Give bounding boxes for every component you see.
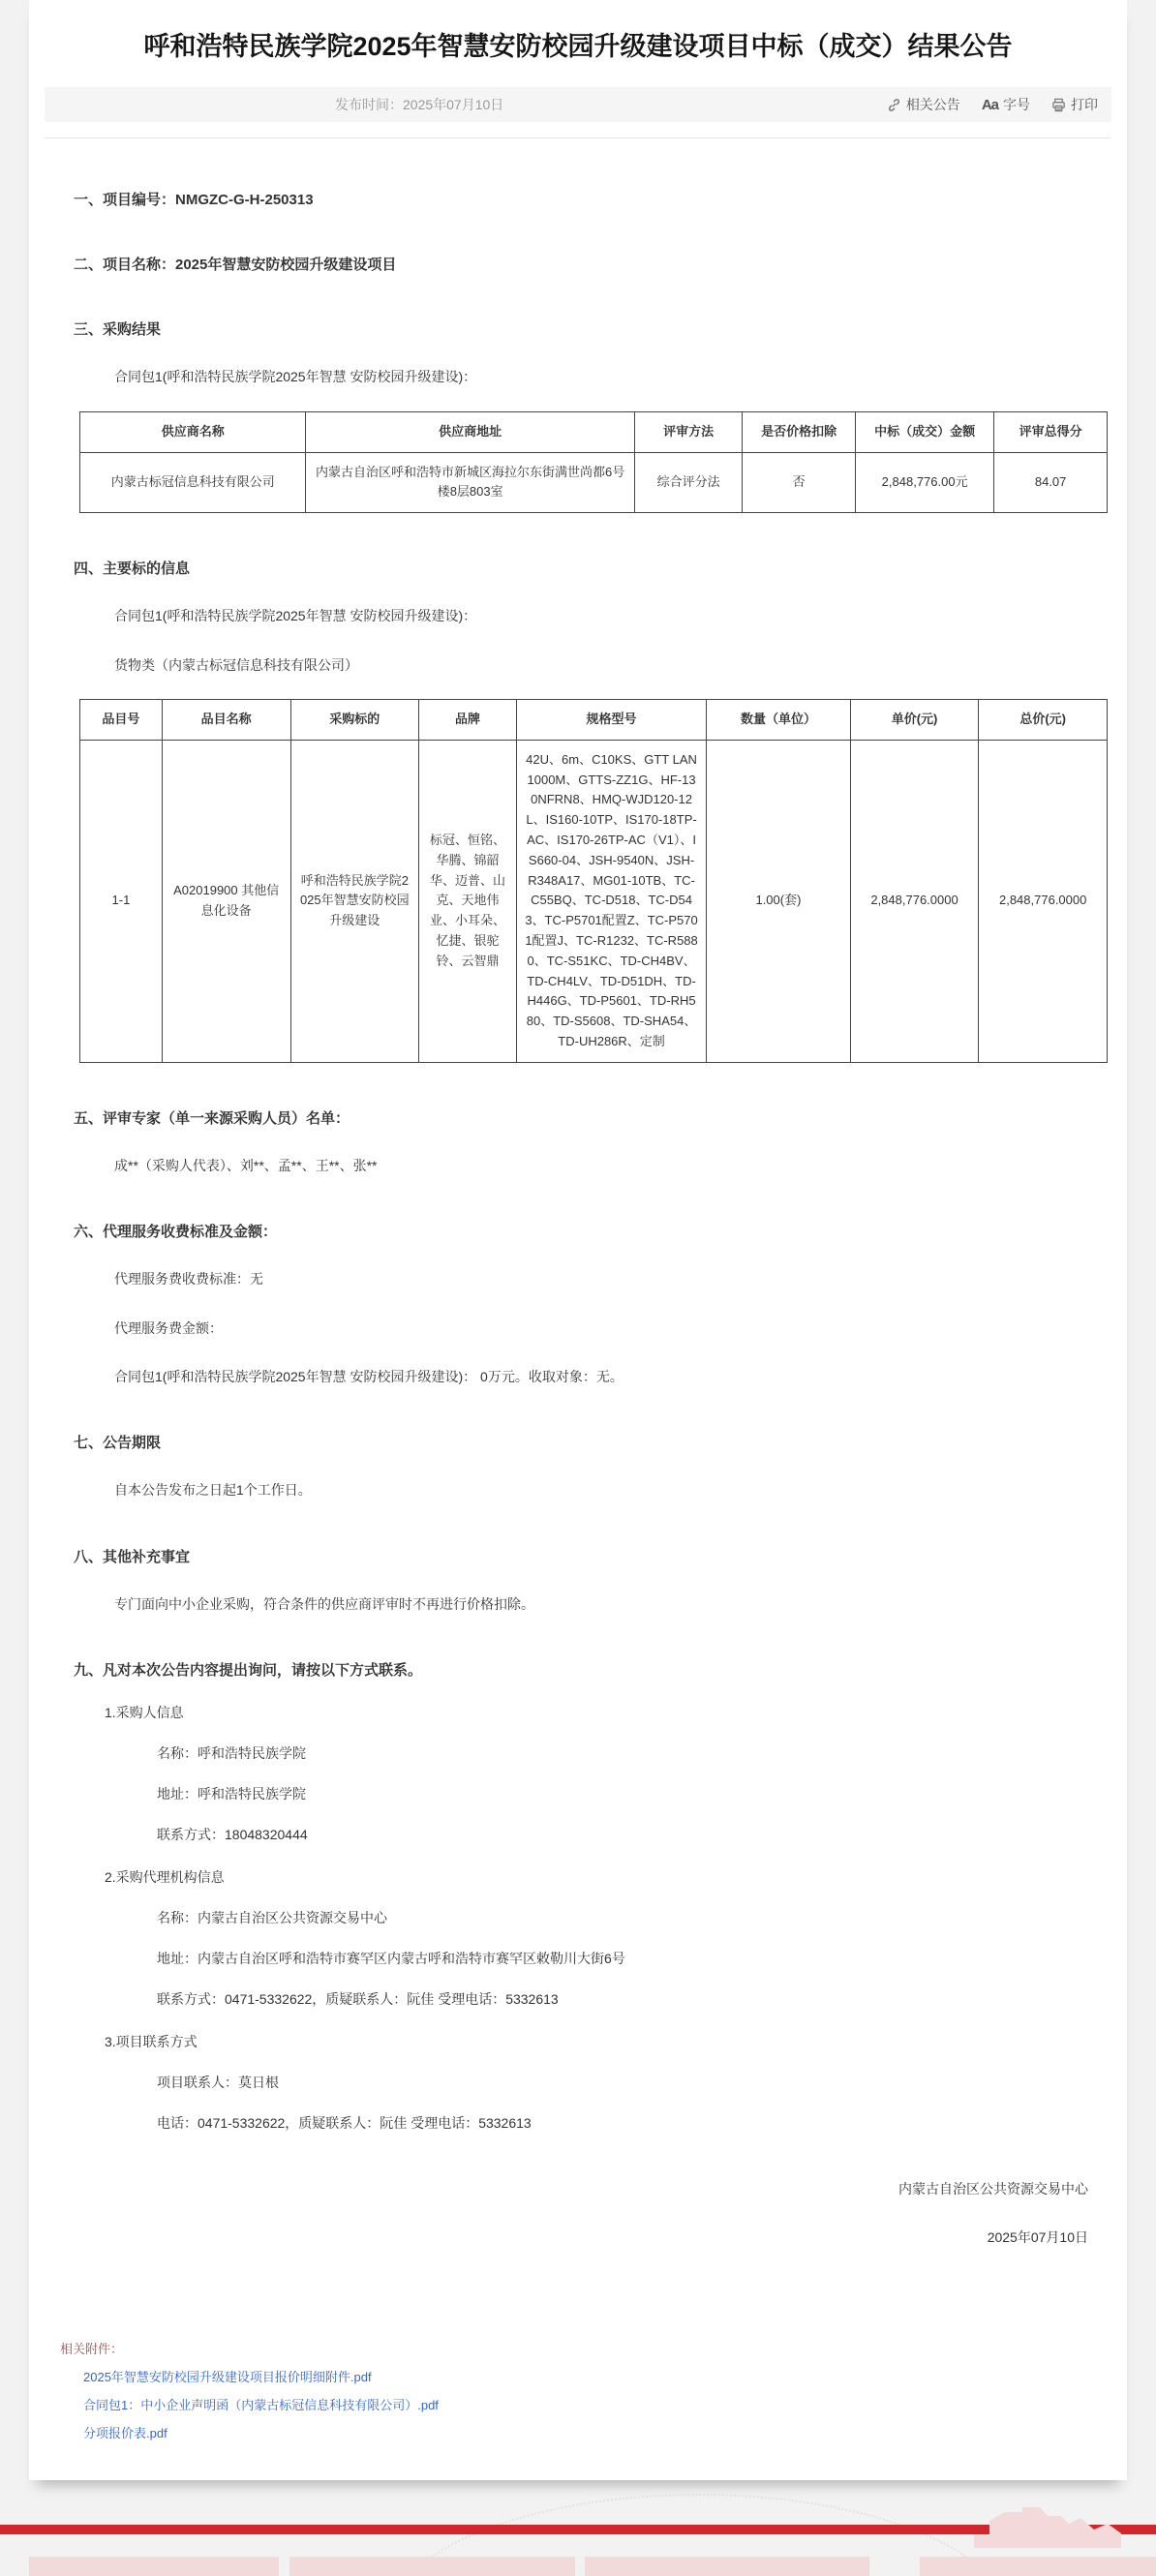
publish-bar (45, 87, 1111, 122)
table-header-cell: 总价(元) (979, 700, 1108, 741)
link-icon (887, 98, 901, 112)
table-header-cell: 供应商地址 (306, 411, 635, 452)
section-project-number: 一、项目编号：NMGZC-G-H-250313 (74, 192, 314, 209)
buyer-contact: 联系方式：18048320444 (157, 1827, 308, 1843)
spec-model-cell: 42U、6m、C10KS、GTT LAN1000M、GTTS-ZZ1G、HF-130NFRN8、HMQ-WJD120-12L、IS160-10TP、IS170-18TP-AC、IS170-26TP-AC（V1）、IS660-04、JSH-9540N、JSH-R348A17、MG01-10TB、TC-C55BQ、TC-D518、TC-D543、TC-P5701配置Z、TC-P5701配置J、TC-R1232、TC-R5880、TC-S51KC、TD-CH4BV、TD-CH4LV、TD-D51DH、TD-H446G、TD-P5601、TD-RH580、TD-S5608、TD-SHA54、TD-UH286R、定制 (516, 740, 706, 1062)
result-table-row (80, 452, 1108, 513)
table-header-cell: 是否价格扣除 (743, 411, 856, 452)
table-header-cell: 评审方法 (634, 411, 742, 452)
brand-cell: 标冠、恒铭、华腾、锦韶华、迈普、山克、天地伟业、小耳朵、忆捷、银驼铃、云智鼎 (419, 740, 517, 1062)
table-header-cell: 单价(元) (850, 700, 979, 741)
subject-table-row (80, 740, 1108, 1062)
subject-package-line: 合同包1(呼和浩特民族学院2025年智慧 安防校园升级建设)： (114, 608, 477, 624)
font-size-button[interactable] (982, 95, 1030, 114)
table-header-cell: 采购标的 (290, 700, 419, 741)
table-header-cell: 供应商名称 (80, 411, 306, 452)
section-review-experts: 五、评审专家（单一来源采购人员）名单： (74, 1109, 350, 1127)
agency-info-title: 2.采购代理机构信息 (105, 1869, 225, 1886)
announcement-period-body: 自本公告发布之日起1个工作日。 (114, 1482, 312, 1499)
footer-skyline-graphic (974, 2507, 1121, 2553)
section-main-subject: 四、主要标的信息 (74, 561, 191, 578)
review-experts-names: 成**（采购人代表）、刘**、孟**、王**、张** (114, 1157, 378, 1173)
signature-date: 2025年07月10日 (987, 2229, 1088, 2246)
procurement-target-cell: 呼和浩特民族学院2025年智慧安防校园升级建设 (290, 740, 419, 1062)
result-table (79, 411, 1108, 513)
attachment-link[interactable]: 合同包1：中小企业声明函（内蒙古标冠信息科技有限公司）.pdf (83, 2398, 439, 2413)
page-title: 呼和浩特民族学院2025年智慧安防校园升级建设项目中标（成交）结果公告 (143, 32, 1013, 61)
related-announcements-label: 相关公告 (905, 97, 960, 113)
price-deduction-cell: 否 (743, 452, 856, 513)
subject-category-line: 货物类（内蒙古标冠信息科技有限公司） (114, 656, 358, 673)
agency-name: 名称：内蒙古自治区公共资源交易中心 (157, 1910, 387, 1926)
table-header-cell: 品牌 (419, 700, 517, 741)
section-contact: 九、凡对本次公告内容提出询问，请按以下方式联系。 (74, 1662, 423, 1680)
item-name-cell: A02019900 其他信息化设备 (162, 740, 290, 1062)
footer-link-block (585, 2557, 869, 2576)
print-label: 打印 (1071, 97, 1098, 113)
footer-link-block (29, 2557, 279, 2576)
attachments-section (60, 2339, 1111, 2441)
section-other-matters: 八、其他补充事宜 (74, 1548, 191, 1565)
print-icon (1051, 98, 1066, 112)
table-header-cell: 评审总得分 (994, 411, 1108, 452)
related-announcements-button[interactable] (887, 95, 960, 114)
table-header-cell: 规格型号 (516, 700, 706, 741)
result-table-header-row (80, 411, 1108, 452)
print-button[interactable] (1051, 95, 1098, 114)
supplier-address-cell: 内蒙古自治区呼和浩特市新城区海拉尔东街满世尚都6号楼8层803室 (306, 452, 635, 513)
review-score-cell: 84.07 (994, 452, 1108, 513)
table-header-cell: 品目名称 (162, 700, 290, 741)
attachment-link[interactable]: 2025年智慧安防校园升级建设项目报价明细附件.pdf (83, 2370, 372, 2385)
announcement-body (29, 189, 1127, 2441)
buyer-name: 名称：呼和浩特民族学院 (157, 1745, 306, 1762)
total-price-cell: 2,848,776.0000 (979, 740, 1108, 1062)
result-package-line: 合同包1(呼和浩特民族学院2025年智慧 安防校园升级建设)： (114, 369, 477, 385)
review-method-cell: 综合评分法 (634, 452, 742, 513)
quantity-cell: 1.00(套) (707, 740, 851, 1062)
project-contact-title: 3.项目联系方式 (105, 2034, 198, 2050)
supplier-name-cell: 内蒙古标冠信息科技有限公司 (80, 452, 306, 513)
agency-fee-package-line: 合同包1(呼和浩特民族学院2025年智慧 安防校园升级建设)： 0万元。收取对象：无。 (114, 1368, 624, 1384)
subject-table (79, 699, 1108, 1063)
font-size-label: 字号 (1003, 97, 1030, 113)
other-matters-body: 专门面向中小企业采购，符合条件的供应商评审时不再进行价格扣除。 (114, 1595, 534, 1612)
item-number-cell: 1-1 (80, 740, 163, 1062)
section-procurement-result: 三、采购结果 (74, 321, 162, 339)
agency-fee-standard: 代理服务费收费标准：无 (114, 1271, 263, 1288)
attachments-label: 相关附件： (60, 2342, 124, 2357)
agency-contact: 联系方式：0471-5332622，质疑联系人：阮佳 受理电话：5332613 (157, 1991, 559, 2008)
buyer-info-title: 1.采购人信息 (105, 1705, 184, 1721)
publish-actions (887, 95, 1098, 114)
award-amount-cell: 2,848,776.00元 (856, 452, 994, 513)
announcement-card (29, 0, 1127, 2480)
attachment-link[interactable]: 分项报价表.pdf (83, 2426, 167, 2441)
table-header-cell: 中标（成交）金额 (856, 411, 994, 452)
page-footer (0, 2480, 1156, 2576)
project-contact-person: 项目联系人：莫日根 (157, 2075, 279, 2091)
table-header-cell: 数量（单位） (707, 700, 851, 741)
section-project-name: 二、项目名称：2025年智慧安防校园升级建设项目 (74, 257, 397, 274)
project-contact-phone: 电话：0471-5332622，质疑联系人：阮佳 受理电话：5332613 (157, 2115, 532, 2132)
signature-block (45, 2179, 1088, 2247)
footer-link-block (289, 2557, 575, 2576)
buyer-address: 地址：呼和浩特民族学院 (157, 1786, 306, 1803)
footer-link-block (920, 2557, 1156, 2576)
signature-org: 内蒙古自治区公共资源交易中心 (898, 2181, 1088, 2197)
subject-table-header-row (80, 700, 1108, 741)
agency-address: 地址：内蒙古自治区呼和浩特市赛罕区内蒙古呼和浩特市赛罕区敕勒川大街6号 (157, 1951, 625, 1967)
agency-fee-amount-label: 代理服务费金额： (114, 1319, 223, 1336)
table-header-cell: 品目号 (80, 700, 163, 741)
header-divider (45, 137, 1111, 138)
section-announcement-period: 七、公告期限 (74, 1435, 162, 1452)
publish-date: 发布时间：2025年07月10日 (335, 97, 504, 113)
section-agency-fee: 六、代理服务收费标准及金额： (74, 1224, 278, 1241)
font-size-icon: Aa (981, 96, 998, 113)
unit-price-cell: 2,848,776.0000 (850, 740, 979, 1062)
